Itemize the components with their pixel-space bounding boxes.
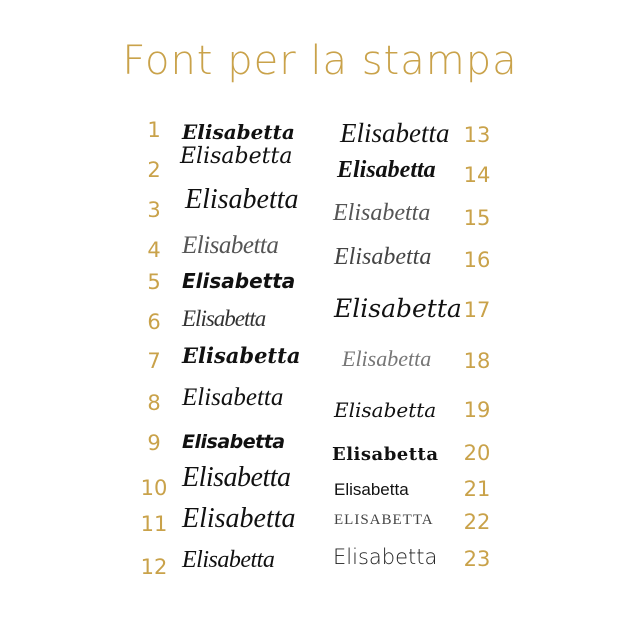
font-sample-5: Elisabetta	[182, 269, 296, 293]
font-sample-14: Elisabetta	[337, 157, 436, 183]
page-title: Font per la stampa	[122, 38, 518, 84]
font-sample-8: Elisabetta	[182, 384, 284, 411]
font-number-3: 3	[147, 198, 161, 222]
font-number-18: 18	[463, 349, 491, 373]
font-number-16: 16	[463, 248, 491, 272]
font-sample-13: Elisabetta	[340, 118, 450, 148]
font-sample-16: Elisabetta	[334, 244, 432, 270]
font-sample-11: Elisabetta	[182, 503, 296, 534]
font-sample-6: Elisabetta	[182, 306, 266, 331]
font-number-9: 9	[147, 431, 161, 455]
font-number-23: 23	[463, 547, 491, 571]
font-number-10: 10	[140, 476, 168, 500]
font-number-6: 6	[147, 310, 161, 334]
font-number-2: 2	[147, 158, 161, 182]
font-sample-12: Elisabetta	[182, 547, 275, 573]
font-number-21: 21	[463, 477, 491, 501]
font-number-11: 11	[140, 512, 168, 536]
font-sample-23: Elisabetta	[333, 545, 438, 569]
font-number-4: 4	[147, 238, 161, 262]
font-sample-7: Elisabetta	[182, 343, 301, 368]
font-sample-15: Elisabetta	[333, 200, 431, 226]
font-sample-1: Elisabetta	[182, 120, 295, 144]
font-number-7: 7	[147, 349, 161, 373]
font-number-19: 19	[463, 398, 491, 422]
font-sample-20: Elisabetta	[332, 444, 439, 465]
font-number-20: 20	[463, 441, 491, 465]
font-sample-22: ELISABETTA	[334, 512, 434, 528]
font-sample-3: Elisabetta	[185, 184, 299, 215]
font-number-14: 14	[463, 163, 491, 187]
font-number-17: 17	[463, 298, 491, 322]
font-number-5: 5	[147, 270, 161, 294]
font-number-8: 8	[147, 391, 161, 415]
font-number-22: 22	[463, 510, 491, 534]
font-sample-21: Elisabetta	[334, 480, 409, 499]
font-number-15: 15	[463, 206, 491, 230]
font-sample-17: Elisabetta	[334, 294, 462, 323]
font-sample-2: Elisabetta	[180, 144, 293, 169]
font-sample-9: Elisabetta	[182, 431, 285, 453]
font-number-12: 12	[140, 555, 168, 579]
font-number-1: 1	[147, 118, 161, 142]
font-sample-4: Elisabetta	[182, 232, 279, 259]
font-number-13: 13	[463, 123, 491, 147]
font-sample-19: Elisabetta	[334, 398, 437, 422]
font-sample-10: Elisabetta	[182, 462, 291, 493]
font-sample-18: Elisabetta	[342, 346, 432, 371]
